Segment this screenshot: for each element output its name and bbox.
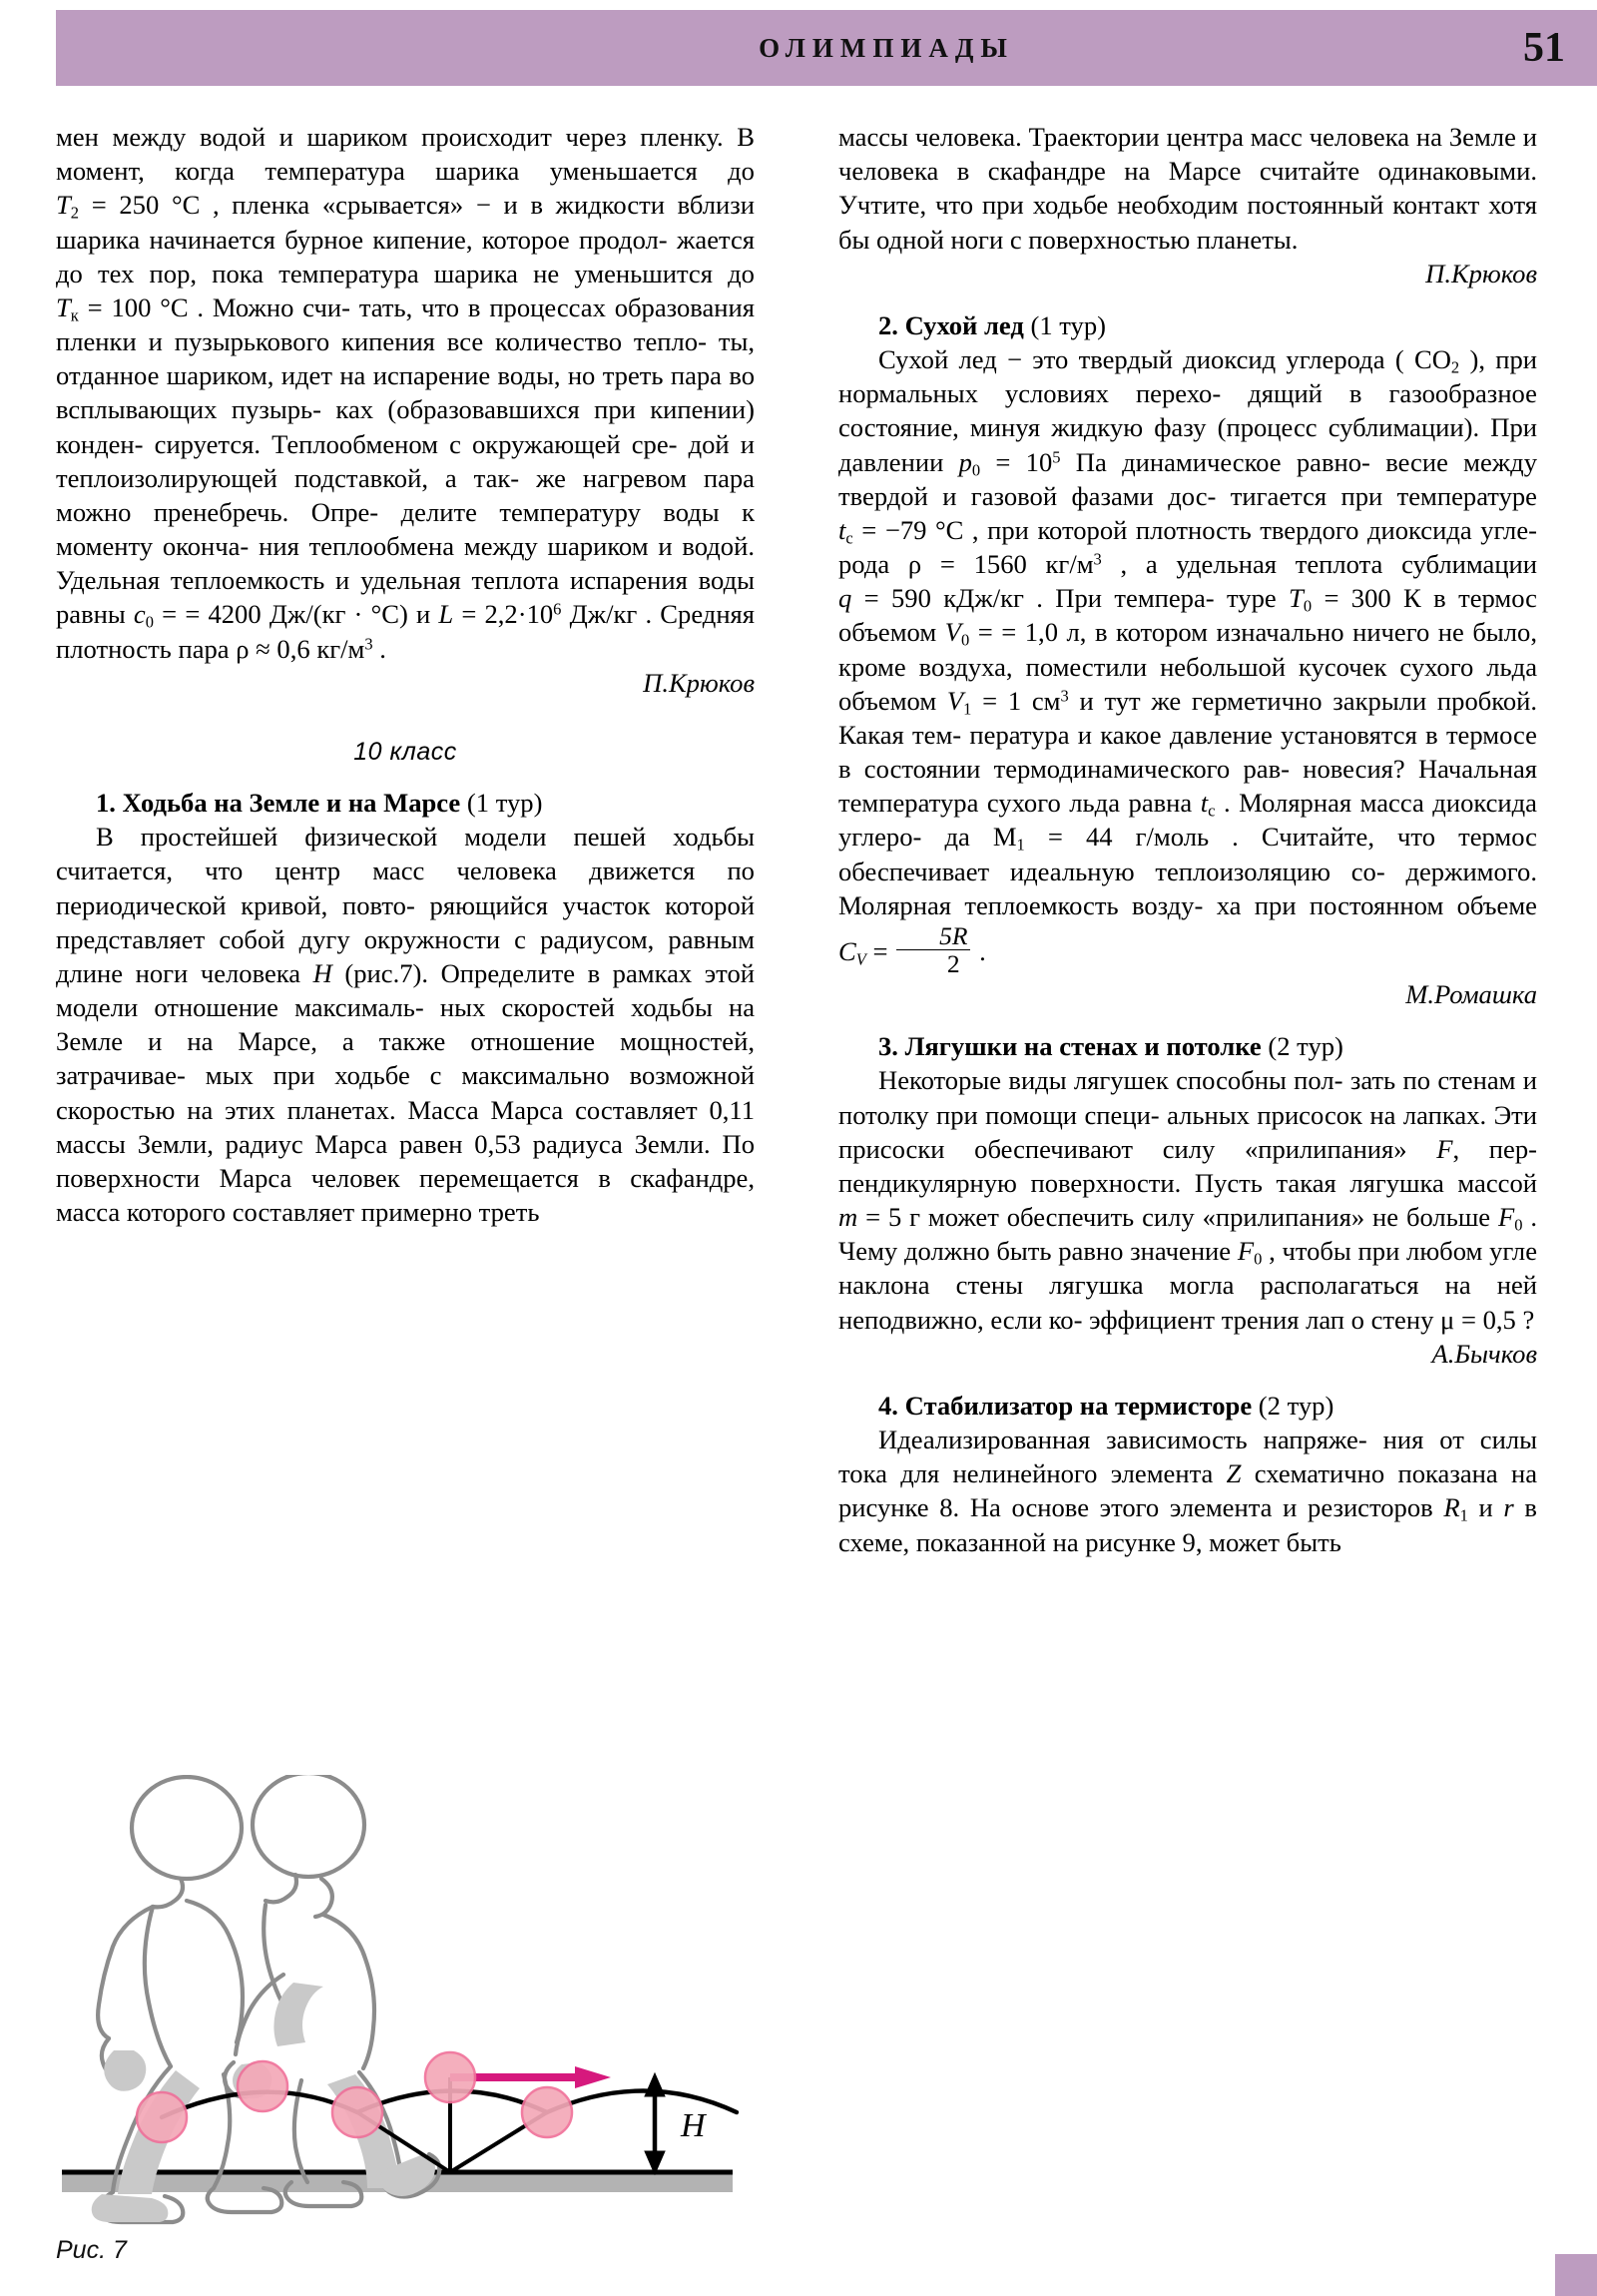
person-front-torso-right xyxy=(323,1915,374,2068)
text-line: пузырькового кипения все количество тепло- xyxy=(174,326,707,357)
text-line: схеме, показанной на рисунке 9, может быть xyxy=(838,1526,1341,1557)
text-line: ), при нормальных условиях перехо- xyxy=(838,344,1538,409)
math-value: = 590 кДж/кг . xyxy=(851,583,1043,614)
text-line: = 1,0 л, в котором изначально ничего не xyxy=(1001,617,1464,648)
problem-4-tour: (2 тур) xyxy=(1258,1390,1334,1421)
chem-sub: 2 xyxy=(1450,357,1460,377)
text-line: движется по периодической кривой, повто- xyxy=(56,856,755,920)
text-line: при xyxy=(978,514,1029,545)
math-var-p0: p xyxy=(958,446,972,477)
com-dot-3 xyxy=(332,2087,382,2137)
text-line: а удельная теплота xyxy=(1127,549,1383,580)
text-line: весие между твердой и газовой фазами дос- xyxy=(838,446,1537,511)
text-line: = 300 К в термос объемом xyxy=(838,583,1537,648)
math-end: , xyxy=(1262,1236,1276,1267)
person-front-arm-fill xyxy=(273,1983,323,2046)
math-value: = 2,2·10 xyxy=(453,599,554,630)
math-sub: c xyxy=(1208,801,1216,821)
velocity-arrow-head xyxy=(575,2066,611,2088)
math-conj: и xyxy=(407,599,439,630)
text-line: туре xyxy=(1227,583,1290,614)
text-line: равна xyxy=(1128,788,1201,819)
left-column xyxy=(56,120,755,1229)
math-value: = 100 °C . xyxy=(78,291,205,322)
text-line: новесия? Начальная температура сухого льда xyxy=(838,754,1537,819)
fraction-5R-over-2 xyxy=(896,922,970,977)
math-units: Па xyxy=(1060,446,1107,477)
problem-2-tour: (1 тур) xyxy=(1030,309,1107,340)
math-sup: 3 xyxy=(1060,686,1069,706)
math-var-L: L xyxy=(438,599,454,630)
text-line: альных присосок на лапках. Эти присоски xyxy=(838,1099,1537,1164)
problem-1-continuation xyxy=(838,120,1537,257)
text-line: Сухой лед − это твердый диоксид углерода xyxy=(878,344,1385,375)
math-value: = 44 г/моль . xyxy=(1024,822,1239,853)
math-value: = −79 °C , xyxy=(852,514,979,545)
math-var-c0: c xyxy=(133,599,146,630)
text-line: равен 0,53 радиуса Земли. По поверхности xyxy=(56,1128,755,1193)
text-line: мен между водой и шариком происходит xyxy=(56,122,552,152)
text-line: схематично показана на рисунке 8. На xyxy=(838,1458,1538,1523)
fraction-denominator: 2 xyxy=(896,949,970,977)
math-line-c0-value: = 4200 Дж/(кг · °C) xyxy=(185,599,408,630)
text-line: Удельная теплоемкость и удельная теплота xyxy=(56,565,560,596)
problem-3-number: 3. xyxy=(878,1031,898,1062)
math-var-r: r xyxy=(1503,1492,1514,1523)
text-line: ряющийся участок которой представляет xyxy=(56,889,755,954)
text-line: было, кроме воздуха, поместили небольшой xyxy=(838,617,1537,682)
math-sub: 2 xyxy=(70,203,80,223)
math-var-mu: μ xyxy=(1440,1304,1455,1335)
page-header-band xyxy=(56,10,1597,86)
math-value: = 1560 кг/м xyxy=(921,549,1094,580)
text-line: термосе в состоянии термодинамического рав- xyxy=(838,719,1537,785)
math-var-tc: t xyxy=(838,514,846,545)
text-line: собой дугу окружности с радиусом, равным xyxy=(219,923,755,954)
text-line: лягушка массой xyxy=(1349,1167,1537,1198)
math-sub: 0 xyxy=(971,460,981,480)
person-rear-hand-fill xyxy=(104,2050,146,2091)
math-sup: 3 xyxy=(364,634,373,654)
text-line: которой плотность твердого диоксида угле- xyxy=(1037,514,1537,545)
text-line: дящий в газообразное состояние, минуя xyxy=(838,378,1537,443)
text-line: испарения воды равны xyxy=(56,565,755,630)
text-line: (рис.7). Определите xyxy=(331,957,576,988)
math-var-F0: F xyxy=(1497,1202,1515,1233)
math-var-m: m xyxy=(838,1202,858,1233)
math-sub: 0 xyxy=(1514,1215,1523,1235)
math-sup: 5 xyxy=(1052,446,1061,466)
math-var-T2: T xyxy=(56,190,71,221)
math-var-F: F xyxy=(1436,1133,1453,1164)
text-line: сируется. Теплообменом с окружающей сре- xyxy=(154,428,678,459)
problem-4-number: 4. xyxy=(878,1390,898,1421)
person-rear-torso-right xyxy=(187,1901,243,2042)
author-attribution-4: А.Бычков xyxy=(1431,1338,1537,1369)
text-line: тигается при температуре xyxy=(1230,480,1537,511)
text-line: Чему xyxy=(838,1236,898,1267)
problem-1-title: Ходьба на Земле и на Марсе xyxy=(122,788,461,819)
com-dot-1 xyxy=(137,2092,187,2142)
math-var-M1: да М xyxy=(944,822,1017,853)
math-var-R1: R xyxy=(1443,1492,1460,1523)
math-var-Cv: C xyxy=(838,935,856,966)
math-var-Tk: T xyxy=(56,291,71,322)
problem-3-body xyxy=(838,1063,1537,1336)
text-line: силу «прилипания» не больше xyxy=(1142,1202,1498,1233)
text-line: основе этого элемента и резисторов xyxy=(1011,1492,1444,1523)
text-line: ния теплообмена между шариком и водой. xyxy=(259,531,755,562)
problem-4-title: Стабилизатор на термисторе xyxy=(904,1390,1253,1421)
text-line: мых при ходьбе с максимально возможной xyxy=(205,1060,755,1091)
text-line: Считайте, что термос xyxy=(1238,822,1537,853)
text-line: чтобы при xyxy=(1275,1236,1400,1267)
right-column xyxy=(838,120,1537,1559)
problem-1-number: 1. xyxy=(96,788,116,819)
math-value: = 10 xyxy=(980,446,1053,477)
math-value: = 5 г может обеспечить xyxy=(857,1202,1135,1233)
math-sub: c xyxy=(845,528,853,548)
height-dimension xyxy=(645,2073,665,2174)
text-line: шарика уменьшается до xyxy=(435,156,755,187)
math-var-V1: V xyxy=(946,685,964,716)
page-title: ОЛИМПИАДЫ xyxy=(759,32,1014,63)
text-line: ходьбы считается, что центр масс человека xyxy=(56,822,755,886)
text-line: пендикулярную поверхности. Пусть такая xyxy=(838,1167,1336,1198)
text-line: делите температуру воды к моменту оконча- xyxy=(56,496,756,562)
text-line: Молярная масса диоксида углеро- xyxy=(838,788,1537,853)
person-front-neck xyxy=(266,1875,296,1902)
text-line: располагаться на ней неподвижно, если ко- xyxy=(838,1270,1537,1335)
math-var-q: q xyxy=(838,583,852,614)
text-line: масса которого составляет примерно треть xyxy=(56,1197,540,1228)
text-line: воды, но треть пара во всплывающих пузырь- xyxy=(56,360,756,425)
math-sub: 0 xyxy=(960,631,970,651)
math-value: = 1 см xyxy=(971,685,1061,716)
math-var-Z: Z xyxy=(1226,1458,1242,1489)
text-line: в рамках этой модели отношение максималь- xyxy=(56,957,755,1023)
problem-2-heading xyxy=(838,308,1537,342)
text-line: Некоторые виды лягушек способны пол- xyxy=(878,1065,1343,1096)
figure-7-caption: Рис. 7 xyxy=(56,2236,127,2264)
text-line: жидкую фазу (процесс сублимации). При xyxy=(1051,412,1538,443)
math-sub: к xyxy=(70,305,79,325)
problem-2-body xyxy=(838,342,1537,977)
text-line: должно быть равно значение xyxy=(903,1236,1238,1267)
text-line: пленка xyxy=(219,190,310,221)
text-line: начинается бурное кипение, которое продол- xyxy=(149,224,668,255)
height-label-H: H xyxy=(681,2107,706,2144)
text-line: При темпера- xyxy=(1042,583,1215,614)
text-line: динамическое равно- xyxy=(1106,446,1370,477)
problem-1-tour: (1 тур) xyxy=(466,788,543,819)
math-var-rho: ρ xyxy=(236,633,250,664)
text-line: обеспечивает идеальную теплоизоляцию со- xyxy=(838,856,1385,886)
walking-person-front xyxy=(225,1775,439,2206)
author-attribution-2: П.Крюков xyxy=(1425,258,1537,288)
math-var-T0: T xyxy=(1289,583,1304,614)
problem-3-heading xyxy=(838,1029,1537,1063)
figure-7-svg xyxy=(56,1775,771,2226)
problem-2-title: Сухой лед xyxy=(904,309,1024,340)
text-line: обеспечивают силу «прилипания» xyxy=(974,1133,1437,1164)
text-line: и тут xyxy=(1068,685,1141,716)
com-dot-4 xyxy=(425,2052,475,2102)
math-var-rho-co2: ρ xyxy=(907,549,922,580)
person-rear-head xyxy=(132,1777,242,1879)
trajectory-arc-3 xyxy=(547,2091,737,2113)
text-line: жается до тех пор, пока температура шарика xyxy=(56,224,755,288)
math-sub: 0 xyxy=(1303,596,1313,616)
math-var-tc2: t xyxy=(1200,788,1209,819)
figure-7 xyxy=(56,1775,771,2226)
fraction-numerator: 5R xyxy=(939,920,968,950)
math-value: = 0,5 ? xyxy=(1454,1304,1535,1335)
problem-3-tour: (2 тур) xyxy=(1268,1031,1343,1062)
problem-4-heading xyxy=(838,1389,1537,1423)
text-line: Марса человек перемещается в скафандре, xyxy=(219,1162,755,1193)
chem-formula-co2-open: ( CO xyxy=(1394,344,1451,375)
text-line: массы человека. Траектории центра масс xyxy=(838,122,1303,152)
text-line: держимого. Молярная теплоемкость возду- xyxy=(838,856,1537,920)
text-line: Можно счи- xyxy=(204,291,351,322)
author-attribution-3: М.Ромашка xyxy=(1405,979,1537,1010)
person-rear-neck xyxy=(153,1879,183,1907)
text-line: при ходьбе необходим постоянный контакт xyxy=(982,190,1480,221)
math-eq: = xyxy=(153,599,178,630)
person-rear-shoe-fill xyxy=(92,2194,169,2222)
math-var-F0b: F xyxy=(1237,1236,1255,1267)
page-corner-mark xyxy=(1555,2254,1597,2296)
math-end: . xyxy=(972,935,986,966)
person-front-head xyxy=(253,1775,364,1877)
text-line: составляет 0,11 массы Земли, радиус Марса xyxy=(56,1094,756,1159)
math-value: ≈ 0,6 кг/м xyxy=(249,633,365,664)
com-dot-2 xyxy=(238,2061,287,2111)
math-sub: 0 xyxy=(145,613,154,633)
text-line: же герметично закрыли пробкой. Какая тем- xyxy=(838,685,1538,750)
text-line: кусочек сухого льда объемом xyxy=(838,651,1537,716)
text-line: а также отношение мощностей, затрачивае- xyxy=(56,1026,755,1091)
text-line: , пер- xyxy=(1452,1133,1537,1164)
math-sup: 6 xyxy=(553,599,562,619)
text-line: ных скоростей ходьбы на Земле и на Марсе, xyxy=(56,992,755,1057)
person-front-neck-right xyxy=(315,1879,332,1917)
height-arrow-top xyxy=(645,2073,665,2096)
math-var-H: H xyxy=(312,957,332,988)
text-line: через пленку. В момент, когда температура xyxy=(56,122,755,187)
text-line: дой и теплоизолирующей подставкой, а так- xyxy=(56,428,755,493)
text-line: Идеализированная зависимость напряже- xyxy=(878,1425,1367,1455)
person-rear-torso-left xyxy=(145,1907,171,2066)
math-units: Дж/кг . xyxy=(561,599,653,630)
problem-2-number: 2. xyxy=(878,309,898,340)
math-eq: = xyxy=(865,935,895,966)
math-end: . xyxy=(372,633,386,664)
text-line: ках (образовавшихся при кипении) конден- xyxy=(56,394,755,459)
text-line: ха при постоянном объеме xyxy=(1216,889,1537,920)
math-sub: V xyxy=(855,949,866,969)
text-line: хотя бы одной ноги с поверхностью планеты. xyxy=(838,190,1537,255)
text-line: любом угле наклона стены лягушка могла xyxy=(838,1236,1538,1301)
text-line: и xyxy=(1467,1492,1504,1523)
math-end: . xyxy=(1522,1202,1538,1233)
text-line: человека на Земле и человека в скафандре на xyxy=(838,122,1538,187)
text-line: ты, отданное шариком, идет на испарение xyxy=(56,326,756,391)
problem-1-body xyxy=(56,820,755,1229)
text-line: Средняя плотность пара xyxy=(56,599,756,664)
math-end: . xyxy=(1215,788,1231,819)
text-line: пература и какое давление установятся в xyxy=(969,719,1438,750)
text-line: тать, что в процессах образования пленки и xyxy=(56,291,755,357)
math-value: = 250 °C , xyxy=(79,190,220,221)
problem-4-body xyxy=(838,1423,1537,1559)
text-line: «срывается» − и в жидкости вблизи шарика xyxy=(56,190,755,255)
math-var-V0: V xyxy=(944,617,961,648)
math-sub: 1 xyxy=(1016,836,1025,856)
com-dot-5 xyxy=(522,2087,572,2137)
math-sub: 0 xyxy=(1254,1249,1263,1269)
problem-3-title: Лягушки на стенах и потолке xyxy=(904,1031,1262,1062)
text-line: длине ноги человека xyxy=(56,957,313,988)
page-number: 51 xyxy=(1523,25,1565,71)
text-line: эффициент трения лап о стену xyxy=(1089,1304,1441,1335)
text-line: в xyxy=(1513,1492,1537,1523)
math-sub: 1 xyxy=(1459,1506,1468,1526)
grade-heading: 10 класс xyxy=(353,737,457,766)
text-line: ния от силы тока для нелинейного элемента xyxy=(838,1425,1537,1489)
text-line: рода xyxy=(838,549,908,580)
problem-1-heading xyxy=(56,786,755,820)
text-line: зать по стенам и потолку при помощи специ- xyxy=(838,1065,1538,1130)
text-line: В простейшей физической модели пешей xyxy=(96,822,647,853)
math-end: , xyxy=(1101,549,1128,580)
text-line: скоростью на этих планетах. Масса Марса xyxy=(56,1094,564,1125)
text-line: же нагревом пара можно пренебречь. Опре- xyxy=(56,462,755,527)
math-eq: = xyxy=(969,617,993,648)
author-attribution-1: П.Крюков xyxy=(643,667,755,698)
text-line: Марсе считайте одинаковыми. Учтите, что xyxy=(838,156,1537,221)
math-sub: 1 xyxy=(963,699,972,719)
text-line: не уменьшится до xyxy=(533,258,755,288)
text-line: сублимации xyxy=(1401,549,1538,580)
text-line: давлении xyxy=(838,446,959,477)
math-sup: 3 xyxy=(1093,549,1102,569)
paragraph-continued-boiling xyxy=(56,120,755,666)
